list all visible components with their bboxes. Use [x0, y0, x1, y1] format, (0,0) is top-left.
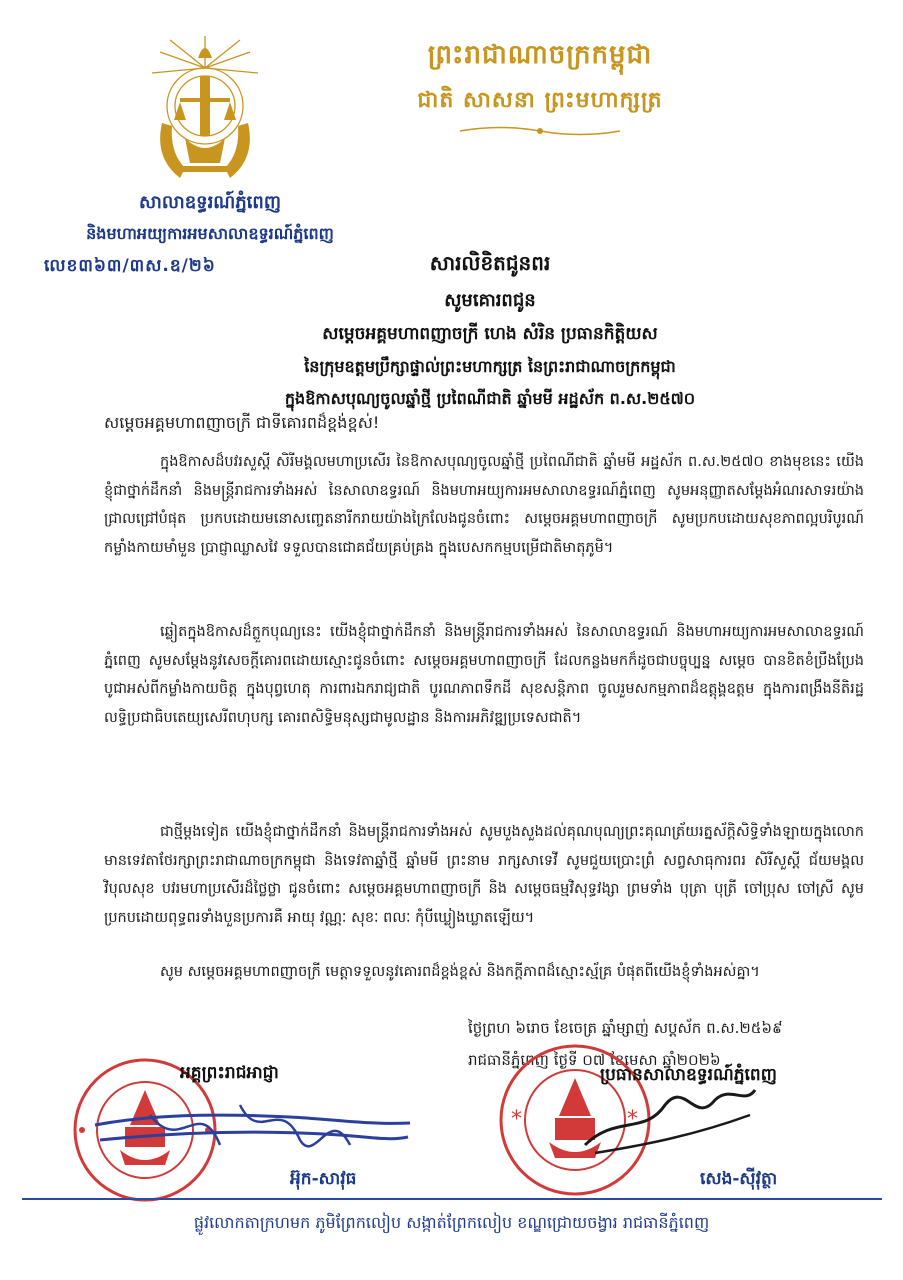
royal-emblem-icon — [140, 28, 270, 198]
kingdom-name: ព្រះរាជាណាចក្រកម្ពុជា — [427, 40, 653, 70]
salutation: សម្តេចអគ្គមហាពញាចក្រី ជាទីគោរពដ៏ខ្ពង់ខ្ពស់! — [104, 413, 380, 432]
left-signatory-title: អគ្គព្រះរាជអាជ្ញា — [180, 1063, 279, 1083]
paragraph-2-text: ឆ្លៀតក្នុងឱកាសដ៏ក្លួកបុណ្យនេះ យើងខ្ញុំជាថ្នាក់ដឹកនាំ និងមន្ត្រីរាជការទាំងអស់ នៃសាលាឧទ្ធរណ៍ និងមហាអយ្យការអមសាលាឧទ្ធរណ៍ភ្នំពេញ សូមសម្តែងនូវសេចក្តីគោរពដោយស្មោះជូនចំពោះ សម្តេចអគ្គមហាពញាចក្រី ដែលកន្លងមកក៏ដូចជាបច្ចុប្បន្ន សម្តេច បានខិតខំប្រឹងប្រែងបូជាអស់ពីកម្លាំងកាយចិត្ត ក្នុងបុព្វហេតុ ការពារឯករាជ្យជាតិ បូរណភាពទឹកដី សុខសន្តិភាព ចូលរួមសកម្មភាពដ៏ឧត្តុង្គឧត្តម ក្នុងការពង្រឹងនីតិរដ្ឋ លទ្ធិប្រជាធិបតេយ្យសេរីពហុបក្ស គោរពសិទ្ធិមនុស្សជាមូលដ្ឋាន និងការអភិវឌ្ឍប្រទេសជាតិ។ — [104, 624, 864, 726]
signature-right — [575, 1075, 765, 1165]
lunar-date: ថ្ងៃព្រហ ៦រោច ខែចេត្រ ឆ្នាំម្សាញ់ សប្តស័ក ព.ស.២៥៦៩ — [468, 1019, 783, 1037]
left-signatory-name: អ៊ុក-សាវុធ — [290, 1169, 357, 1189]
org-line-1: សាលាឧទ្ធរណ៍ភ្នំពេញ — [139, 192, 281, 213]
footer-address: ផ្លូវលោកតាក្រហមក ភូមិព្រែកលៀប សង្កាត់ព្រែកលៀប ខណ្ឌជ្រោយចង្វារ រាជធានីភ្នំពេញ — [193, 1213, 710, 1232]
reference-number: លេខ៣៦៣/៣ស.ឧ/២៦ — [44, 256, 216, 276]
paragraph-1-text: ក្នុងឱកាសដ៏បវរសួស្តី សិរីមង្គលមហាប្រសើរ នៃឱកាសបុណ្យចូលឆ្នាំថ្មី ប្រពៃណីជាតិ ឆ្នាំមមី អដ្ឋស័ក ព.ស.២៥៧០ ខាងមុខនេះ យើងខ្ញុំជាថ្នាក់ដឹកនាំ និងមន្ត្រីរាជការទាំងអស់ នៃសាលាឧទ្ធរណ៍ និងមហាអយ្យការអមសាលាឧទ្ធរណ៍ភ្នំពេញ សូមអនុញ្ញាតសម្តែងអំណរសាទរយ៉ាងជ្រាលជ្រៅបំផុត ប្រកបដោយមនោសញ្ចេតនារីករាយយ៉ាងក្រៃលែងជូនចំពោះ សម្តេចអគ្គមហាពញាចក្រី សូមប្រកបដោយសុខភាពល្អបរិបូរណ៍ កម្លាំងកាយមាំមួន ប្រាជ្ញាឈ្លាសវៃ ទទួលបានជោគជ័យគ្រប់គ្រង ក្នុងបេសកកម្មបម្រើជាតិមាតុភូមិ។ — [104, 454, 864, 556]
national-motto: ជាតិ សាសនា ព្រះមហាក្សត្រ — [417, 88, 663, 113]
signature-left — [90, 1085, 420, 1175]
right-signatory-title: ប្រធានសាលាឧទ្ធរណ៍ភ្នំពេញ — [600, 1065, 777, 1085]
issuing-organization — [40, 190, 380, 247]
body-paragraph-2 — [104, 618, 864, 732]
letter-addressee-office: នៃក្រុមឧត្តមប្រឹក្សាផ្ទាល់ព្រះមហាក្សត្រ នៃព្រះរាជាណាចក្រកម្ពុជា — [304, 357, 676, 376]
body-paragraph-4 — [104, 958, 864, 987]
org-line-2: និងមហាអយ្យការអមសាលាឧទ្ធរណ៍ភ្នំពេញ — [86, 224, 334, 243]
body-paragraph-1 — [104, 448, 864, 562]
solar-date: រាជធានីភ្នំពេញ ថ្ងៃទី ០៧ ខែមេសា ឆ្នាំ២០២៦ — [468, 1051, 721, 1069]
letter-occasion: ក្នុងឱកាសបុណ្យចូលឆ្នាំថ្មី ប្រពៃណីជាតិ ឆ្នាំមមី អដ្ឋស័ក ព.ស.២៥៧០ — [284, 389, 696, 408]
footer-divider — [22, 1198, 882, 1200]
letter-addressee: សម្តេចអគ្គមហាពញាចក្រី ហេង សំរិន ប្រធានកិត្តិយស — [322, 324, 658, 344]
right-signatory-name: សេង-ស៊ីវុត្ថា — [700, 1169, 778, 1189]
letter-title-block — [200, 250, 780, 412]
letter-addressee-intro: សូមគោរពជូន — [444, 290, 536, 311]
svg-text:*: * — [627, 1107, 638, 1132]
paragraph-3-text: ជាថ្មីម្តងទៀត យើងខ្ញុំជាថ្នាក់ដឹកនាំ និងមន្ត្រីរាជការទាំងអស់ សូមបួងសួងដល់គុណបុណ្យព្រះគុណត្រ័យរត្នស័ក្តិសិទ្ធិទាំងឡាយក្នុងលោក មានទេវតាថែរក្សាព្រះរាជាណាចក្រកម្ពុជា និងទេវតាឆ្នាំថ្មី ឆ្នាំមមី ព្រះនាម រាក្សសាទេវី សូមជួយប្រោះព្រំ សព្វសាធុការពរ សិរីសួស្តី ជ័យមង្គល វិបុលសុខ បវរមហាប្រសើរដ៏ថ្លៃថ្លា ជូនចំពោះ សម្តេចអគ្គមហាពញាចក្រី និង សម្តេចធម្មវិសុទ្ធវង្សា ព្រមទាំង បុត្រា បុត្រី ចៅប្រុស ចៅស្រី សូមប្រកបដោយពុទ្ធពរទាំងបួនប្រការគឺ អាយុ វណ្ណៈ សុខៈ ពលៈ កុំបីឃ្លៀងឃ្លាតឡើយ។ — [104, 824, 864, 926]
body-paragraph-3 — [104, 818, 864, 932]
paragraph-4-text: សូម សម្តេចអគ្គមហាពញាចក្រី មេត្តាទទួលនូវគោរពដ៏ខ្ពង់ខ្ពស់ និងកក្តីភាពដ៏ស្មោះស្ម័គ្រ បំផុតពីយើងខ្ញុំទាំងអស់គ្នា។ — [160, 964, 760, 980]
ornament-divider — [440, 124, 640, 138]
letter-title: សារលិខិតជូនពរ — [429, 251, 551, 275]
svg-text:*: * — [511, 1107, 522, 1132]
